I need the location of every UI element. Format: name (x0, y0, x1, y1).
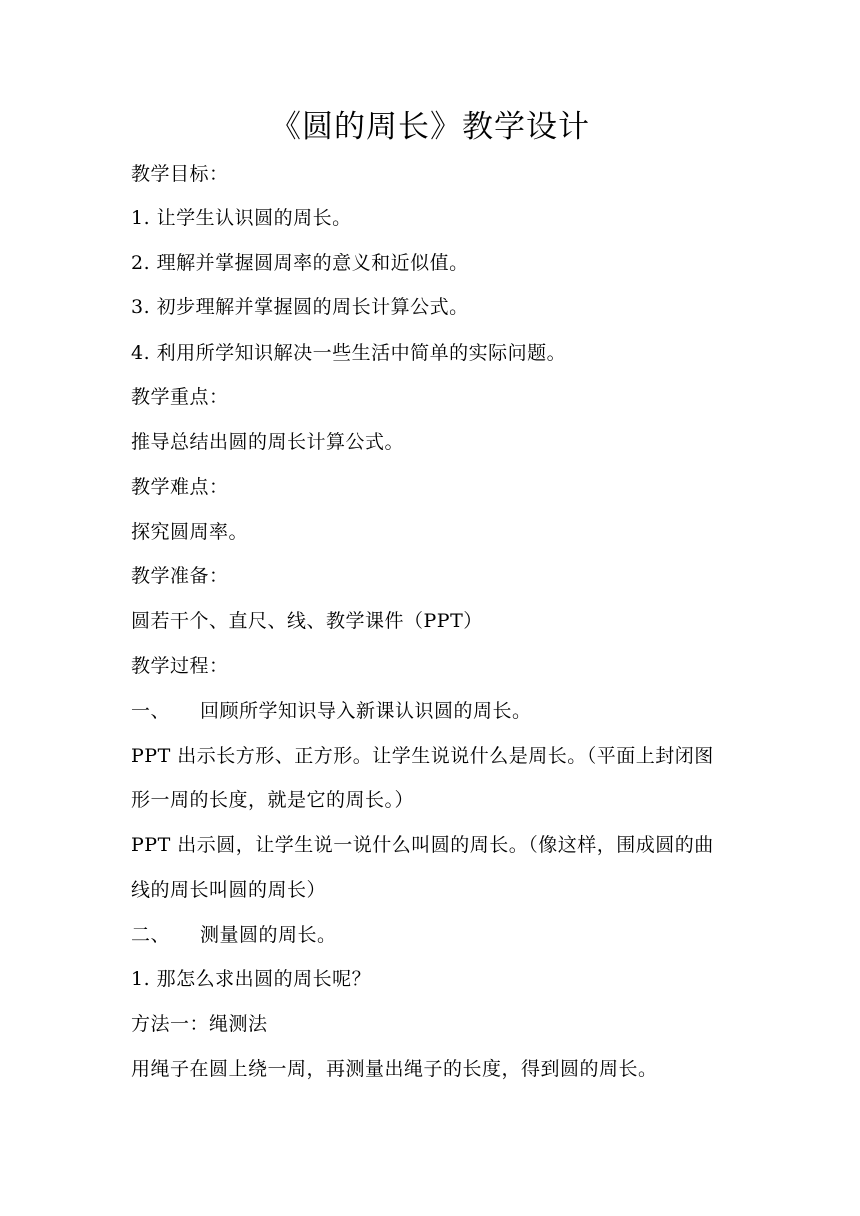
objective-item-3: 3. 初步理解并掌握圆的周长计算公式。 (131, 296, 469, 318)
step-2-heading (131, 922, 751, 948)
key-points-text: 推导总结出圆的周长计算公式。 (131, 431, 405, 453)
key-points-heading: 教学重点： (131, 386, 229, 408)
paragraph-1-line-2: 形一周的长度，就是它的周长。） (131, 789, 415, 811)
preparation-text: 圆若干个、直尺、线、教学课件（PPT） (131, 610, 483, 632)
method-1-text: 用绳子在圆上绕一周，再测量出绳子的长度，得到圆的周长。 (131, 1058, 658, 1080)
paragraph-1-line-1: PPT 出示长方形、正方形。让学生说说什么是周长。（平面上封闭图 (131, 745, 714, 767)
paragraph-2-line-2: 线的周长叫圆的周长） (131, 879, 327, 901)
difficulty-heading: 教学难点： (131, 476, 229, 498)
step-1-heading (131, 698, 751, 724)
question-1: 1. 那怎么求出圆的周长呢？ (131, 968, 372, 990)
step-2-text: 测量圆的周长。 (200, 924, 337, 946)
objective-item-2: 2. 理解并掌握圆周率的意义和近似值。 (131, 252, 469, 274)
document-title: 《圆的周长》教学设计 (270, 109, 590, 145)
step-1-number: 一、 (131, 700, 171, 722)
method-1-heading: 方法一：绳测法 (131, 1013, 268, 1035)
step-2-number: 二、 (131, 924, 171, 946)
paragraph-2-line-1: PPT 出示圆，让学生说一说什么叫圆的周长。（像这样，围成圆的曲 (131, 834, 714, 856)
objective-item-4: 4. 利用所学知识解决一些生活中简单的实际问题。 (131, 342, 567, 364)
preparation-heading: 教学准备： (131, 565, 229, 587)
objective-item-1: 1. 让学生认识圆的周长。 (131, 207, 352, 229)
difficulty-text: 探究圆周率。 (131, 521, 249, 543)
step-1-text: 回顾所学知识导入新课认识圆的周长。 (200, 700, 532, 722)
objectives-heading: 教学目标： (131, 163, 229, 185)
process-heading: 教学过程： (131, 655, 229, 677)
